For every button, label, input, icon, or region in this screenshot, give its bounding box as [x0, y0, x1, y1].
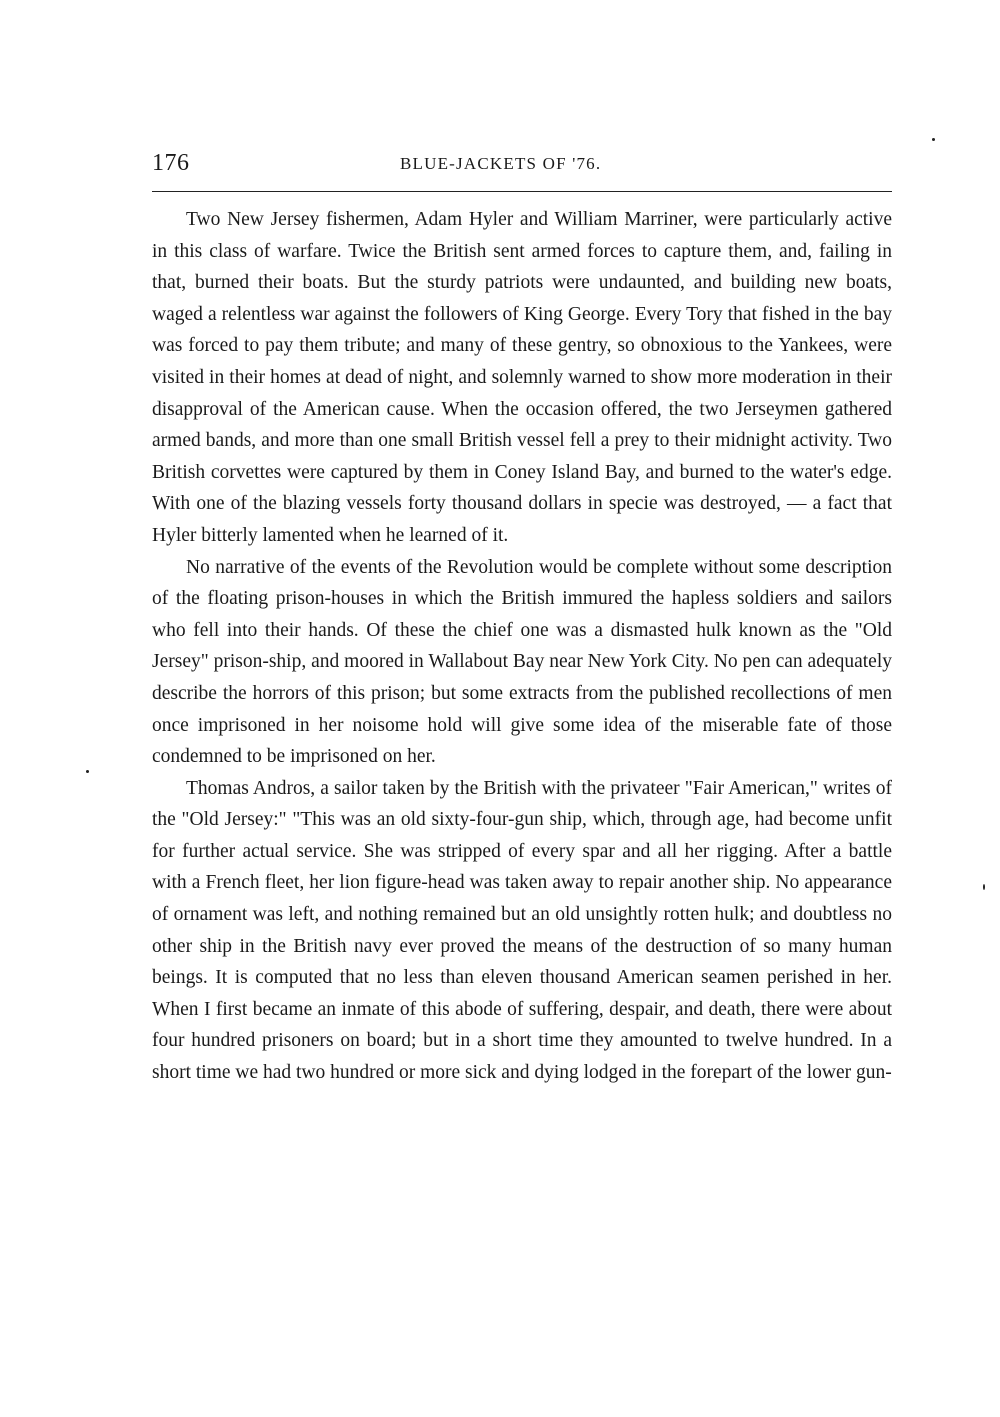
body-text: [152, 204, 892, 1089]
margin-speck: [983, 884, 985, 890]
page-number: 176: [152, 150, 190, 176]
header-rule: [152, 191, 892, 192]
paragraph-prison-houses: No narrative of the events of the Revolution would be complete without some description of the floating prison-houses in which the British immured the hapless soldiers and sailors who fell into their hands. Of these the chief one was a dismasted hulk known as the "Old Jersey" prison-ship, and moored in Wallabout Bay near New York City. No pen can adequately describe the horrors of this prison; but some extracts from the published recollections of men once imprisoned in her noisome hold will give some idea of the miserable fate of those condemned to be imprisoned on her.: [152, 556, 892, 768]
paragraph-thomas-andros: Thomas Andros, a sailor taken by the British with the privateer "Fair American," writes of the "Old Jersey:" "This was an old sixty-four-gun ship, which, through age, had become unfit for further actual service. She was stripped of every spar and all her rigging. After a battle with a French fleet, her lion figure-head was taken away to repair another ship. No appearance of ornament was left, and nothing remained but an old unsightly rotten hulk; and doubtless no other ship in the British navy ever proved the means of the destruction of so many human beings. It is computed that no less than eleven thousand American seamen perished in her. When I first became an inmate of this abode of suffering, despair, and death, there were about four hundred prisoners on board; but in a short time they amounted to twelve hundred. In a short time we had two hundred or more sick and dying lodged in the forepart of the lower gun-: [152, 777, 892, 1084]
margin-speck: [86, 770, 89, 773]
paragraph-hyler-marriner: Two New Jersey fishermen, Adam Hyler and William Marriner, were particularly active in this class of warfare. Twice the British sent armed forces to capture them, and, failing in that, burned their boats. But the sturdy patriots were undaunted, and building new boats, waged a relentless war against the followers of King George. Every Tory that fished in the bay was forced to pay them tribute; and many of these gentry, so obnoxious to the Yankees, were visited in their homes at dead of night, and solemnly warned to show more moderation in their disapproval of the American cause. When the occasion offered, the two Jerseymen gathered armed bands, and more than one small British vessel fell a prey to their midnight activity. Two British corvettes were captured by them in Coney Island Bay, and burned to the water's edge. With one of the blazing vessels forty thousand dollars in specie was destroyed, — a fact that Hyler bitterly lamented when he learned of it.: [152, 209, 892, 546]
running-title: BLUE-JACKETS OF '76.: [400, 154, 602, 173]
running-head: [152, 150, 892, 180]
margin-speck: [932, 138, 935, 141]
